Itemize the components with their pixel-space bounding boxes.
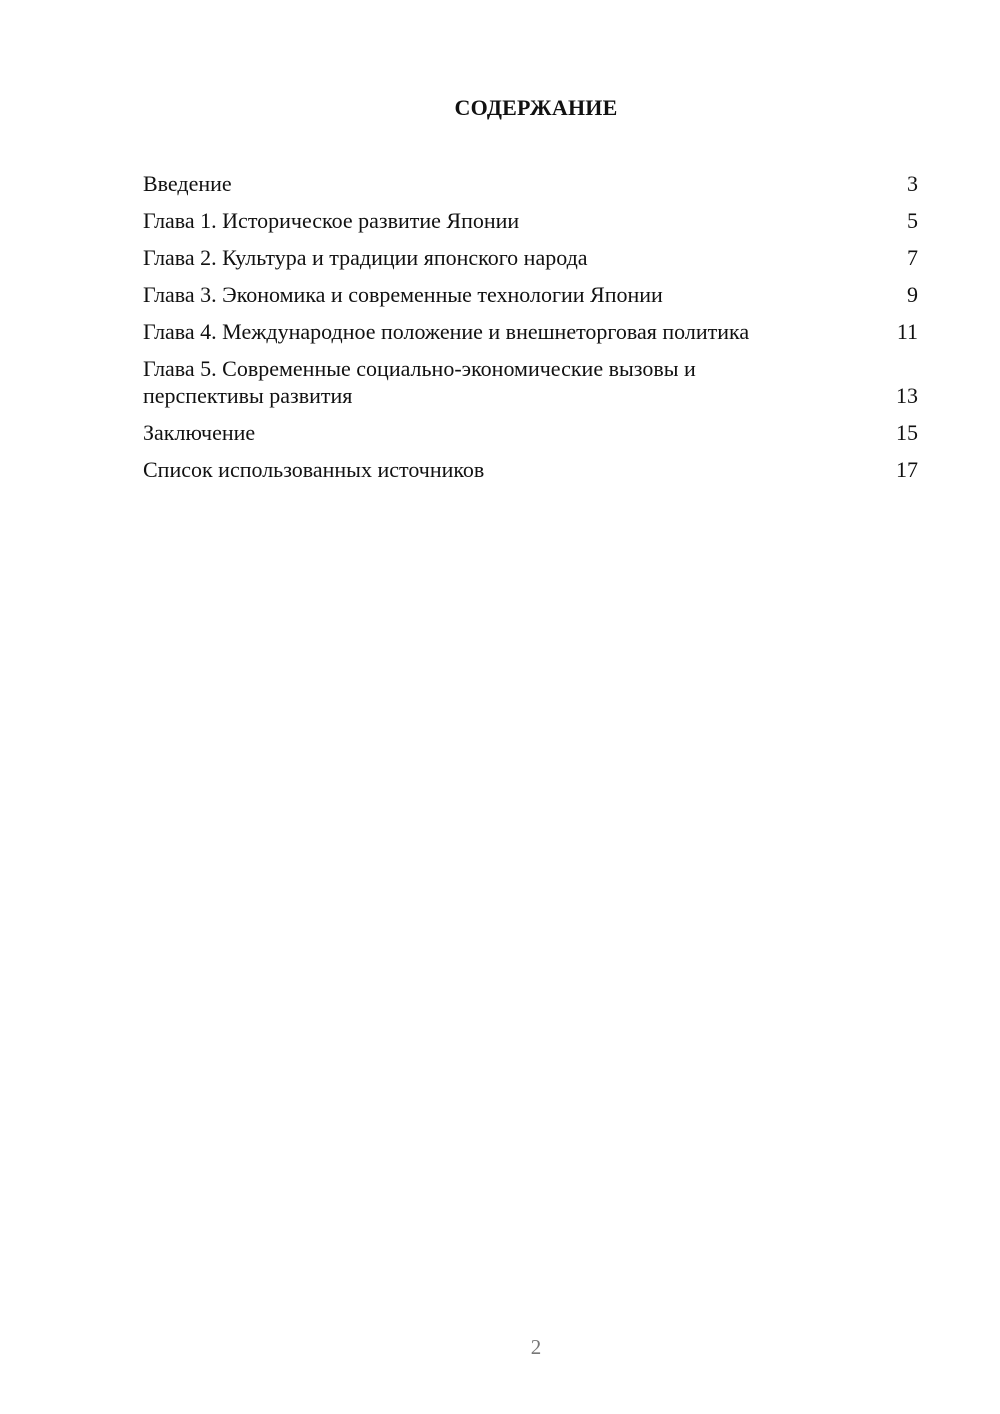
toc-entry-page: 13 — [896, 383, 918, 408]
toc-entry-page: 5 — [907, 208, 918, 233]
toc-entry-label: Глава 4. Международное положение и внешнеторговая политика — [143, 319, 750, 344]
toc-entry-label: Глава 3. Экономика и современные технологии Японии — [143, 282, 663, 307]
page-number: 2 — [530, 1335, 542, 1359]
toc-entry-label: Введение — [143, 171, 232, 196]
toc-entry-label: Список использованных источников — [143, 457, 485, 482]
toc-entry-chapter-1[interactable] — [143, 207, 918, 234]
toc-entry-page: 17 — [896, 457, 918, 482]
toc-entry-page: 7 — [907, 245, 918, 270]
toc-entry-page: 11 — [896, 319, 918, 344]
toc-entry-introduction[interactable] — [143, 170, 918, 197]
toc-entry-page: 3 — [907, 171, 918, 196]
toc-entry-label: Глава 2. Культура и традиции японского народа — [143, 245, 588, 270]
toc-entry-chapter-4[interactable] — [143, 318, 918, 345]
toc-entry-label: Заключение — [143, 420, 256, 445]
toc-entry-chapter-2[interactable] — [143, 244, 918, 271]
toc-entry-references[interactable] — [143, 456, 918, 483]
toc-entry-label: Глава 5. Современные социально-экономические вызовы и перспективы развития — [143, 356, 696, 408]
toc-entry-label: Глава 1. Историческое развитие Японии — [143, 208, 520, 233]
page-title: СОДЕРЖАНИЕ — [454, 95, 618, 120]
table-of-contents — [143, 170, 918, 493]
toc-entry-conclusion[interactable] — [143, 419, 918, 446]
toc-entry-page: 9 — [907, 282, 918, 307]
toc-entry-page: 15 — [896, 420, 918, 445]
toc-entry-chapter-5[interactable] — [143, 355, 918, 409]
toc-entry-chapter-3[interactable] — [143, 281, 918, 308]
